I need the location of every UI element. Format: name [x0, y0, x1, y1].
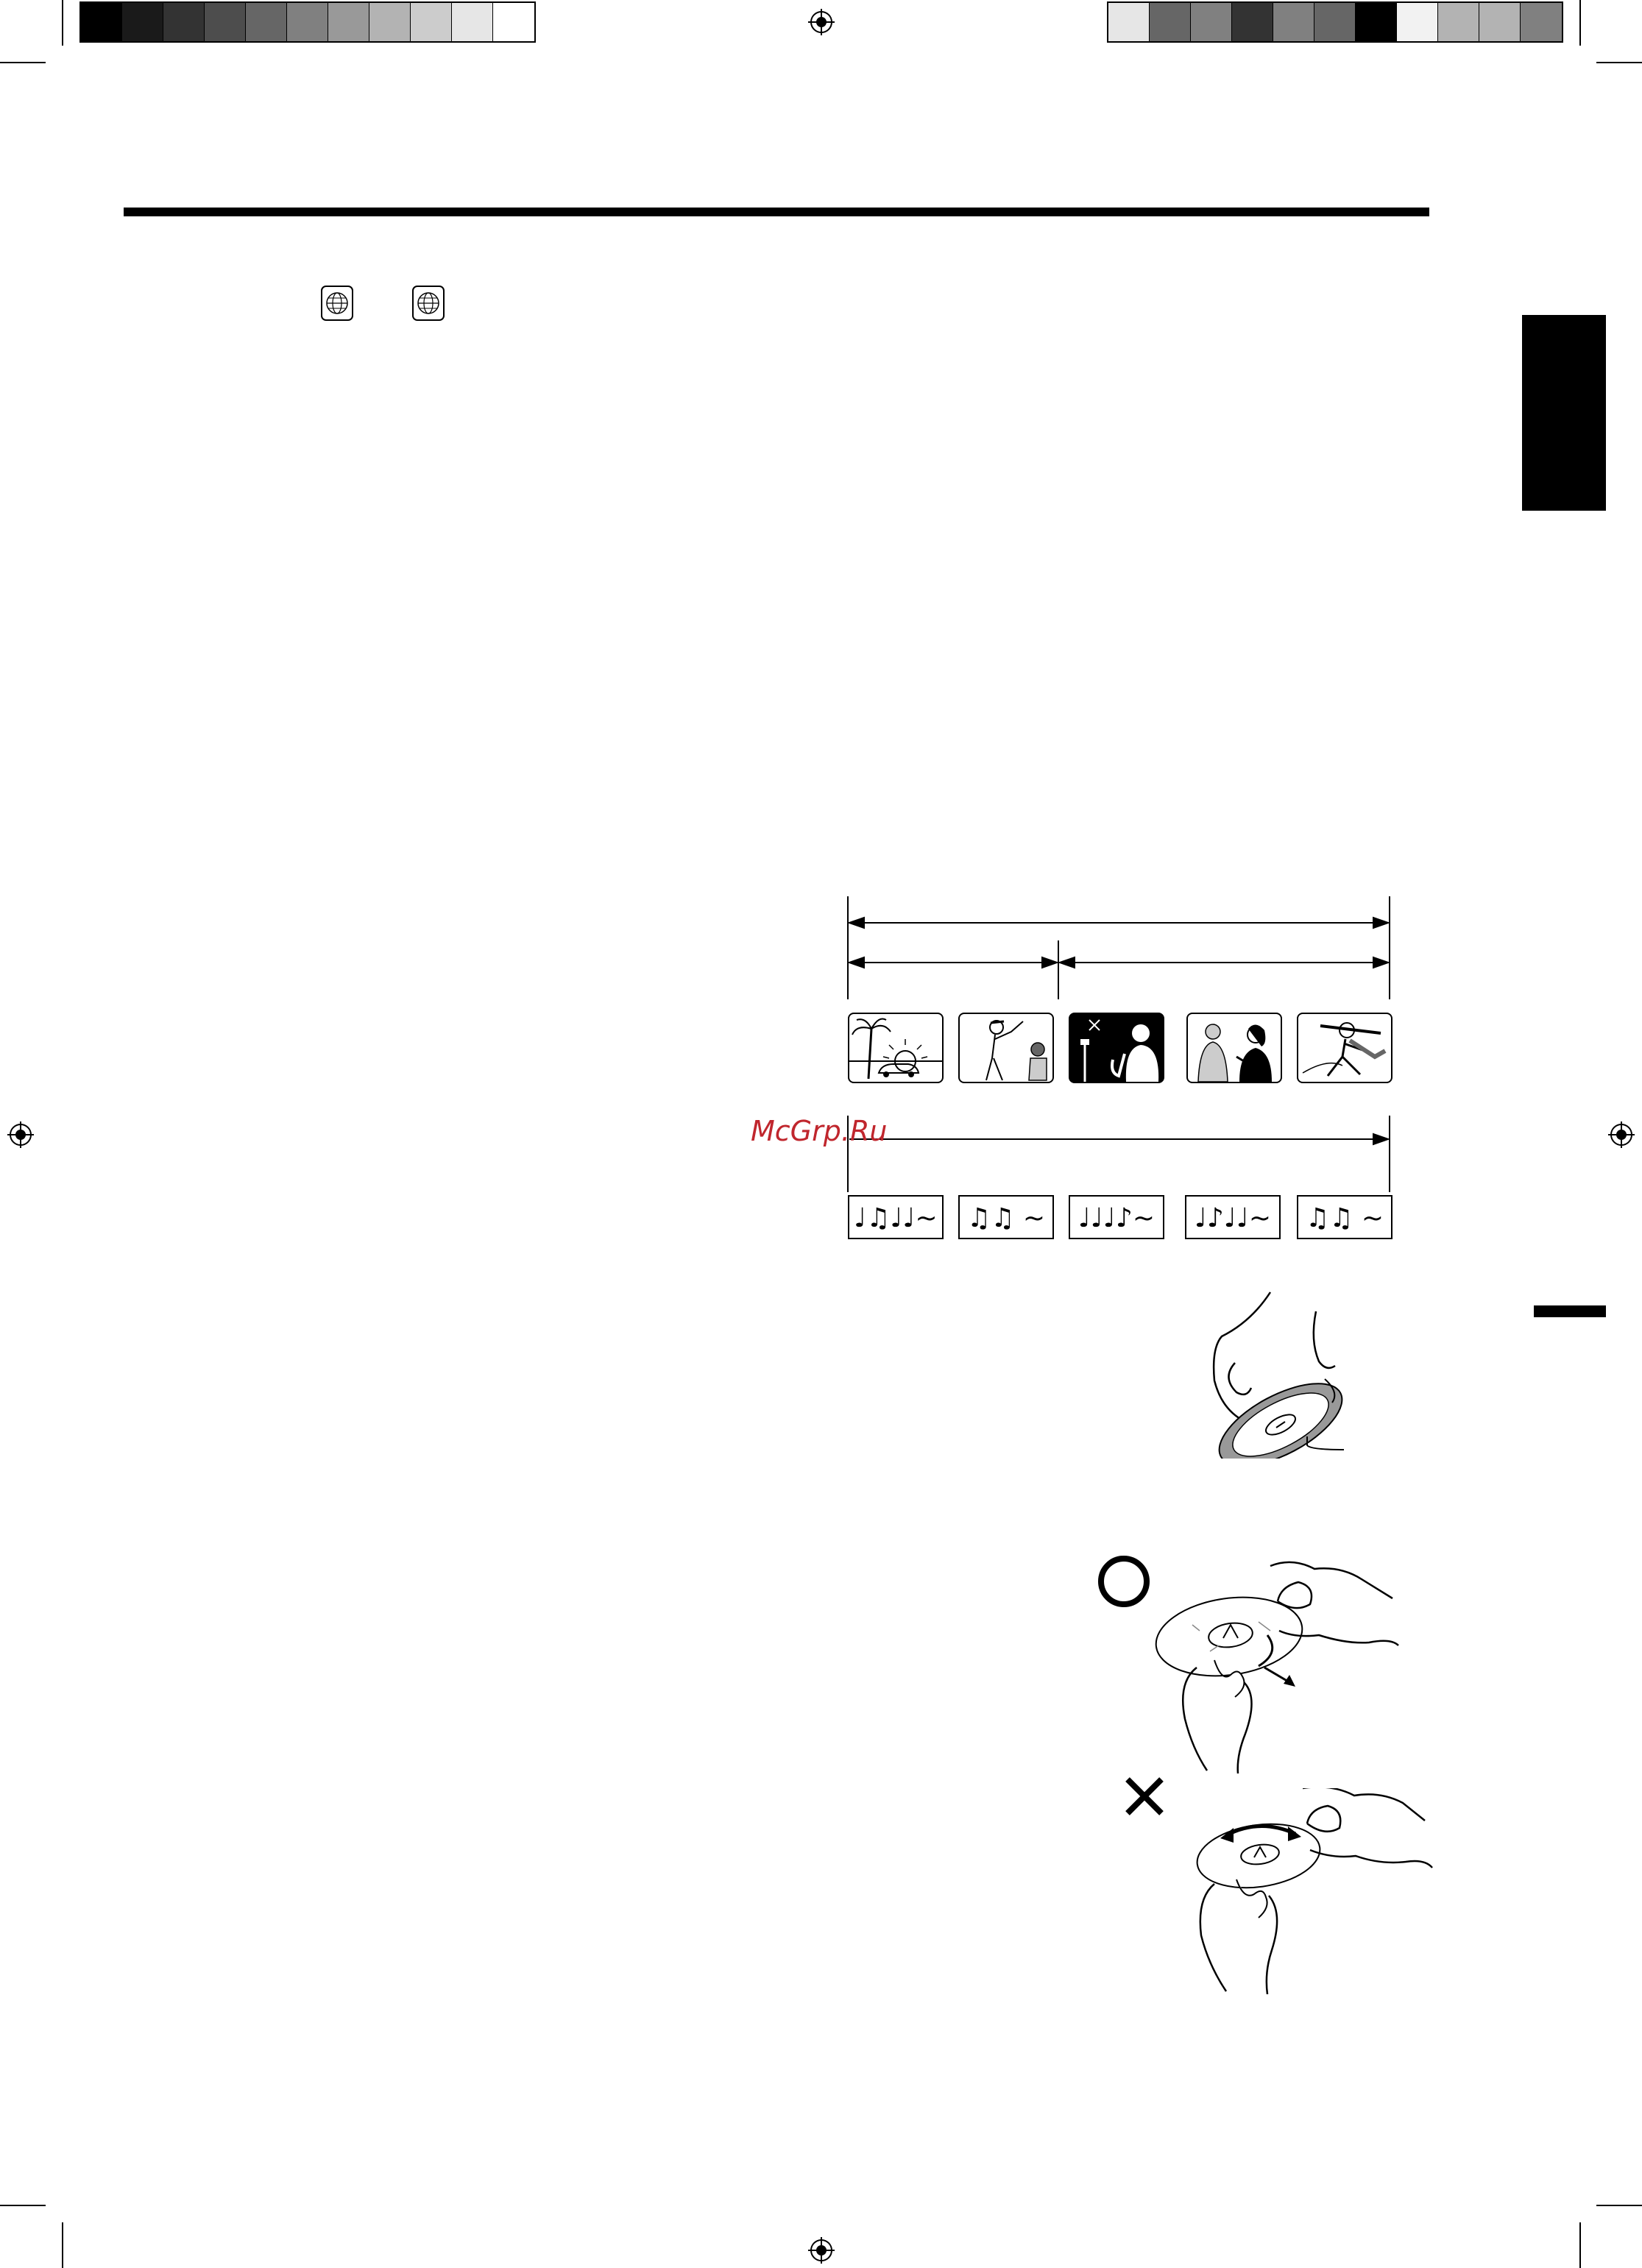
color-swatch [1108, 3, 1150, 41]
section-tab-small [1534, 1305, 1606, 1317]
crop-mark [0, 2205, 46, 2206]
color-swatch [328, 3, 369, 41]
color-swatch [205, 3, 246, 41]
crop-mark [1596, 62, 1642, 63]
color-swatch [1232, 3, 1273, 41]
registration-mark-icon [808, 2237, 835, 2264]
globe-region-icon [321, 286, 353, 321]
color-swatch [1314, 3, 1356, 41]
audio-track-box: ♩♩♩♪~ [1069, 1195, 1164, 1239]
correct-wiping-illustration [1148, 1557, 1406, 1773]
color-swatch [1356, 3, 1397, 41]
scene-thumbnail-baseball [958, 1013, 1054, 1083]
wrong-wiping-illustration [1192, 1788, 1435, 1994]
color-swatch [1273, 3, 1314, 41]
color-bar-left [79, 1, 536, 43]
section-tab [1522, 315, 1606, 511]
crop-mark [1579, 2222, 1581, 2268]
scene-thumbnail-jazz [1069, 1013, 1164, 1083]
crop-mark [1596, 2205, 1642, 2206]
registration-mark-icon [7, 1121, 34, 1148]
color-swatch [246, 3, 287, 41]
hand-holding-disc-illustration [1200, 1289, 1354, 1459]
circle-ok-icon [1097, 1554, 1151, 1609]
registration-mark-icon [1608, 1121, 1635, 1148]
color-swatch [493, 3, 534, 41]
color-swatch [122, 3, 163, 41]
scene-thumbnail-couple [1186, 1013, 1282, 1083]
color-swatch [1479, 3, 1521, 41]
color-swatch [1150, 3, 1191, 41]
crop-mark [1579, 0, 1581, 46]
audio-track-box: ♫♫ ~ [1297, 1195, 1392, 1239]
audio-track-box: ♩♫♩♩~ [848, 1195, 944, 1239]
color-swatch [163, 3, 205, 41]
color-swatch [411, 3, 452, 41]
color-swatch [369, 3, 411, 41]
crop-mark [0, 62, 46, 63]
color-swatch [1521, 3, 1562, 41]
scene-thumbnail-beach [848, 1013, 944, 1083]
color-swatch [1397, 3, 1438, 41]
registration-mark-icon [808, 9, 835, 35]
crop-mark [62, 2222, 63, 2268]
header-rule [124, 208, 1429, 216]
cross-ng-icon [1125, 1776, 1164, 1816]
crop-mark [62, 0, 63, 46]
globe-region-icon [412, 286, 445, 321]
watermark: McGrp.Ru [751, 1115, 888, 1147]
color-swatch [452, 3, 493, 41]
color-swatch [1191, 3, 1232, 41]
color-swatch [287, 3, 328, 41]
audio-track-box: ♩♪♩♩~ [1185, 1195, 1281, 1239]
color-swatch [1438, 3, 1479, 41]
color-bar-right [1107, 1, 1563, 43]
scene-thumbnail-action [1297, 1013, 1392, 1083]
color-swatch [81, 3, 122, 41]
audio-track-box: ♫♫ ~ [958, 1195, 1054, 1239]
